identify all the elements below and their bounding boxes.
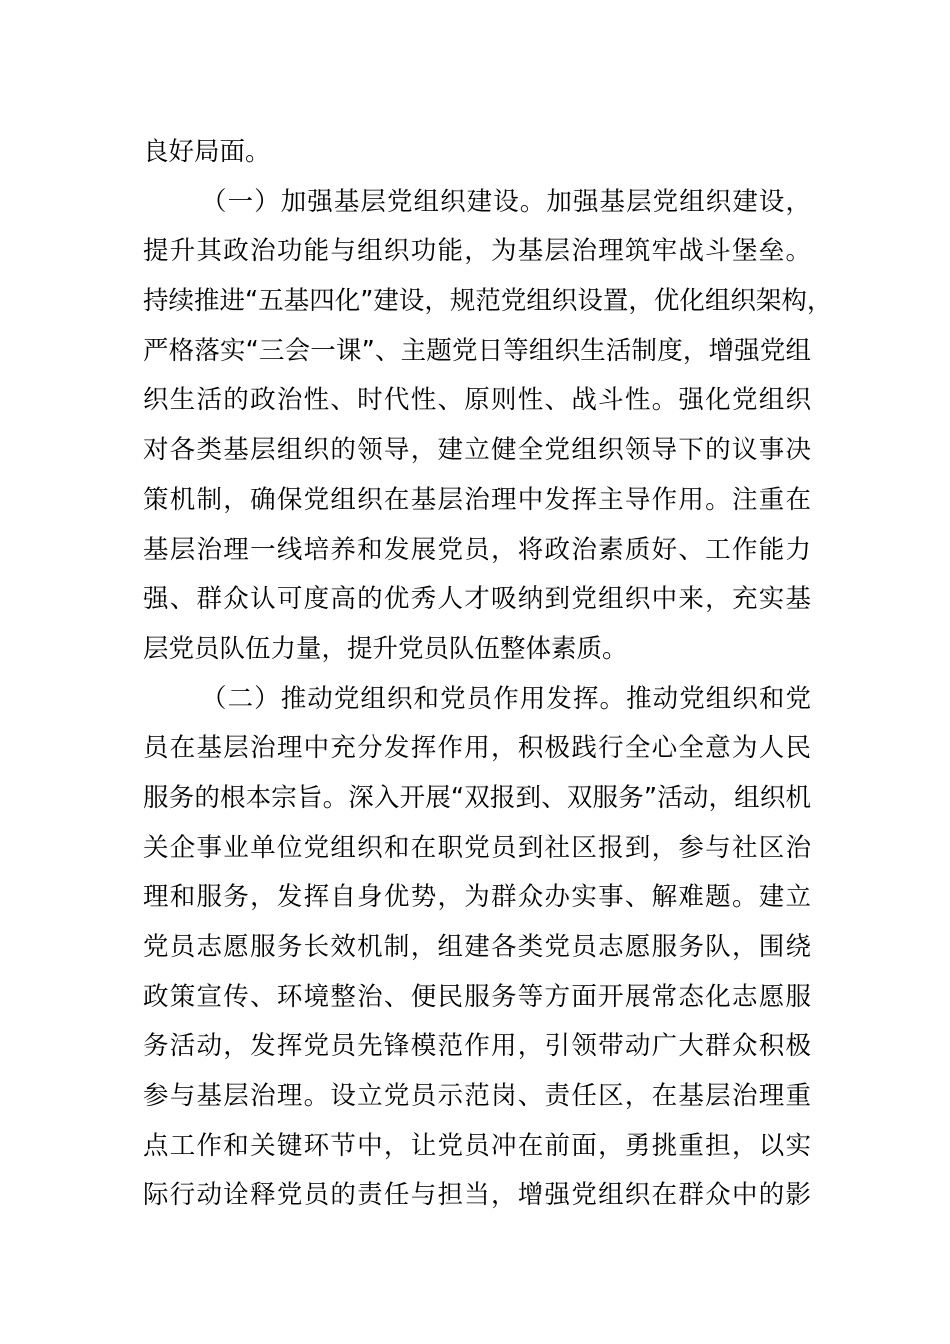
- text-line-12-section-two-heading: （二）推动党组织和党员作用发挥。推动党组织和党: [201, 683, 811, 714]
- text-line-20: 参与基层治理。设立党员示范岗、责任区，在基层治理重: [143, 1081, 811, 1112]
- body-text: [143, 128, 833, 1221]
- text-line-2-section-one-heading: （一）加强基层党组织建设。加强基层党组织建设，: [201, 186, 811, 217]
- text-line-13: 员在基层治理中充分发挥作用，积极践行全心全意为人民: [143, 733, 811, 764]
- text-line-10: 强、群众认可度高的优秀人才吸纳到党组织中来，充实基: [143, 584, 811, 615]
- text-line-9: 基层治理一线培养和发展党员，将政治素质好、工作能力: [143, 534, 811, 565]
- text-line-14: 服务的根本宗旨。深入开展“双报到、双服务”活动，组织机: [143, 782, 811, 813]
- text-line-18: 政策宣传、环境整治、便民服务等方面开展常态化志愿服: [143, 981, 811, 1012]
- text-line-22: 际行动诠释党员的责任与担当，增强党组织在群众中的影: [143, 1180, 811, 1211]
- text-line-7: 对各类基层组织的领导，建立健全党组织领导下的议事决: [143, 435, 811, 466]
- text-line-16: 理和服务，发挥自身优势，为群众办实事、解难题。建立: [143, 882, 811, 913]
- text-line-15: 关企事业单位党组织和在职党员到社区报到，参与社区治: [143, 832, 811, 863]
- text-line-8: 策机制，确保党组织在基层治理中发挥主导作用。注重在: [143, 484, 811, 515]
- text-line-17: 党员志愿服务长效机制，组建各类党员志愿服务队，围绕: [143, 932, 811, 962]
- text-line-1: 良好局面。: [143, 137, 271, 167]
- text-line-19: 务活动，发挥党员先锋模范作用，引领带动广大群众积极: [143, 1031, 811, 1062]
- text-line-5: 严格落实“三会一课”、主题党日等组织生活制度，增强党组: [143, 335, 811, 366]
- text-line-3: 提升其政治功能与组织功能，为基层治理筑牢战斗堡垒。: [143, 236, 811, 267]
- text-line-6: 织生活的政治性、时代性、原则性、战斗性。强化党组织: [143, 385, 811, 416]
- text-line-11: 层党员队伍力量，提升党员队伍整体素质。: [143, 633, 628, 664]
- text-line-4: 持续推进“五基四化”建设，规范党组织设置，优化组织架构，: [143, 286, 833, 317]
- text-line-21: 点工作和关键环节中，让党员冲在前面，勇挑重担，以实: [143, 1130, 811, 1161]
